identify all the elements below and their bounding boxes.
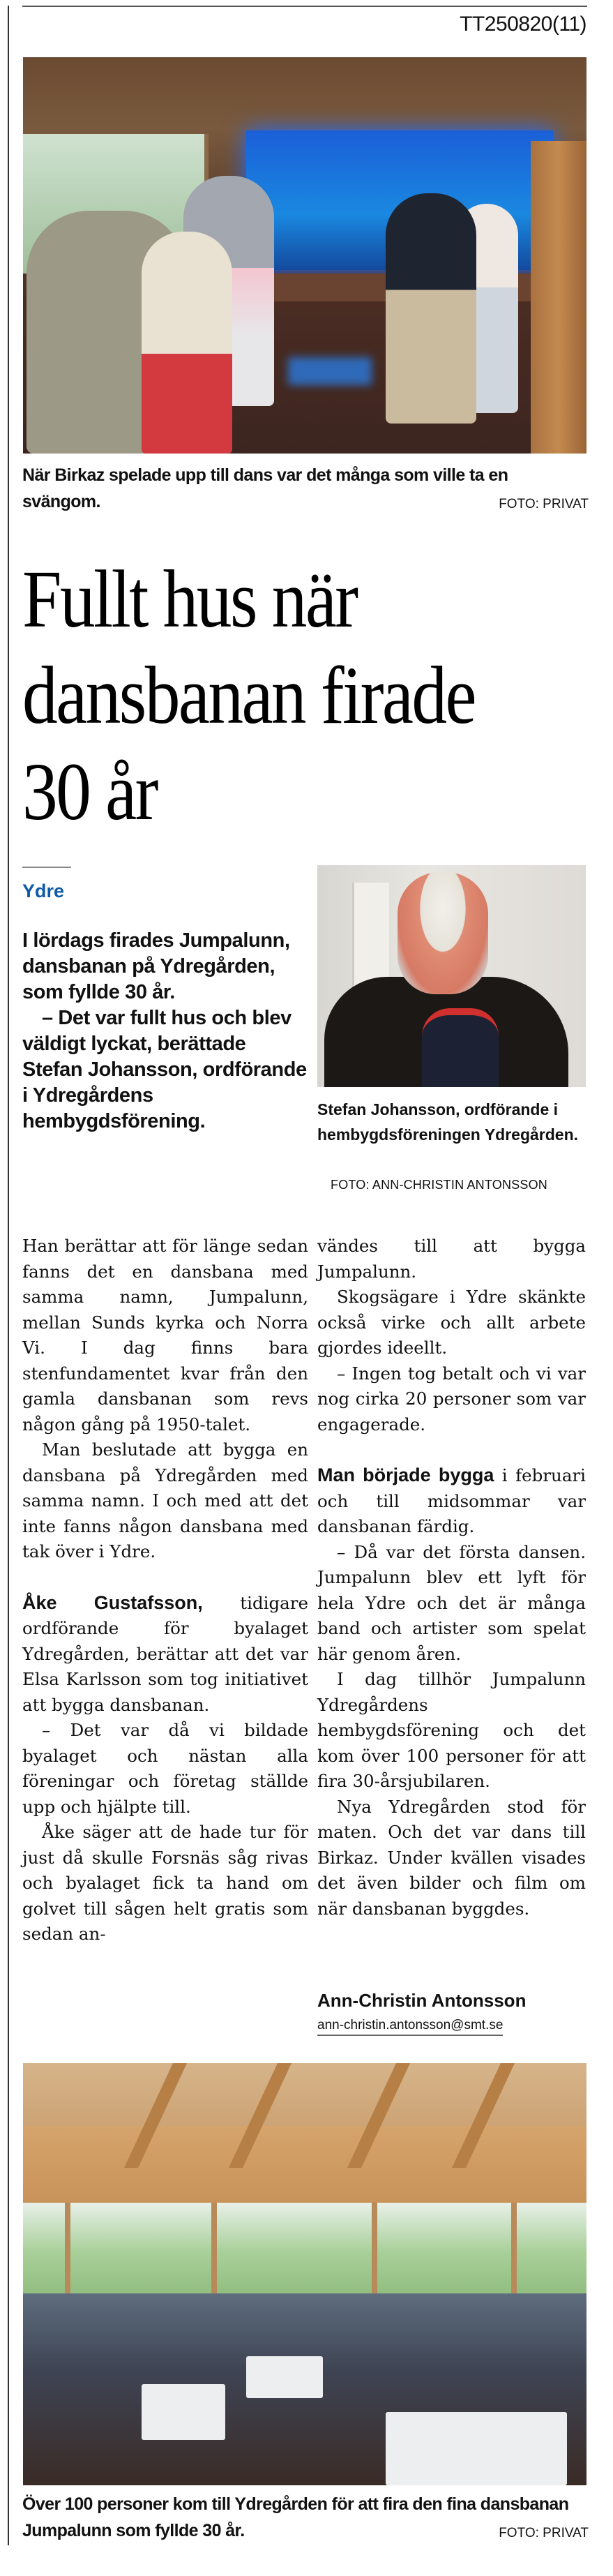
portrait-credit: FOTO: ANN-CHRISTIN ANTONSSON (331, 1178, 547, 1192)
bottom-photo-caption (22, 2491, 589, 2547)
body-column-left (22, 1234, 308, 1947)
paragraph-lead-in: Åke Gustafsson, (22, 1592, 203, 1613)
paragraph-lead-in: Man började bygga (317, 1465, 494, 1485)
party-hall-photo (23, 2063, 586, 2485)
body-paragraph: Åke säger att de hade tur för just då skulle Forsnäs såg rivas och byalaget fick ta hand om golvet till sågen helt gratis som sedan an- (22, 1822, 308, 1944)
lead-quote: – Det var fullt hus och blev väldigt lyckat, berättade Stefan Johansson, ordförande i Ydregårdens hembygdsförening. (22, 1007, 307, 1132)
top-photo-caption (22, 462, 589, 518)
body-paragraph: – Då var det första dansen. Jumpalunn blev ett lyft för hela Ydre och det är många band och artister som spelat här genom åren. (317, 1541, 586, 1664)
photo-wooden-wall (23, 2126, 586, 2203)
portrait-caption: Stefan Johansson, ordförande i hembygdsföreningen Ydregården. (317, 1100, 579, 1144)
photo-table (142, 2384, 225, 2440)
body-paragraph: Skogsägare i Ydre skänkte också virke och allt arbete gjordes ideellt. (317, 1287, 586, 1358)
byline-name: Ann-Christin Antonsson (317, 1990, 527, 2011)
body-paragraph: Man beslutade att bygga en dansbana på Ydregården med samma namn. I och med att det inte fanns någon dansbana med tak över i Ydre. (22, 1439, 308, 1562)
body-paragraph: – Det var då vi bildade byalaget och nästan alla föreningar och företag ställde upp och hjälpte till. (22, 1720, 308, 1817)
headline: Fullt hus när dansbanan firade 30 år (22, 553, 476, 837)
body-paragraph: vändes till att bygga Jumpalunn. (317, 1236, 586, 1282)
body-paragraph: Nya Ydregården stod för maten. Och det var dans till Birkaz. Under kvällen visades det även bilder och film om när dansbanan byggdes. (317, 1796, 586, 1919)
page-reference: TT250820(11) (460, 13, 586, 36)
article-lead (22, 928, 308, 1135)
bottom-photo-caption-text: Över 100 personer kom till Ydregården för att fira den fina dansbanan Jumpalunn som fyllde 30 år. (22, 2494, 569, 2540)
photo-floor-light (288, 357, 372, 385)
top-photo-caption-text: När Birkaz spelade upp till dans var det många som ville ta en svängom. (22, 465, 508, 511)
body-paragraph: Han berättar att för länge sedan fanns det en dansbana med samma namn, Jumpalunn, mellan Sunds kyrka och Norra Vi. I dag finns bara stenfundamentet kvar från den gamla dansbanan som revs någon gång på 1950-talet. (22, 1236, 308, 1435)
byline-email-link[interactable]: ann-christin.antonsson@smt.se (317, 2018, 503, 2036)
body-paragraph: I dag tillhör Jumpalunn Ydregårdens hembygdsförening och det kom över 100 personer för att fira 30-årsjubilaren. (317, 1669, 586, 1791)
left-column-rule (8, 6, 9, 2545)
place-tag: Ydre (22, 881, 65, 901)
photo-wooden-pillar (531, 141, 586, 454)
photo-dancer (386, 193, 476, 424)
photo-face (398, 872, 488, 994)
photo-table (386, 2412, 567, 2485)
portrait-photo (317, 865, 586, 1087)
top-photo-credit: FOTO: PRIVAT (499, 497, 589, 511)
paragraph-text: i februari och till midsommar var dansbanan färdig. (317, 1465, 586, 1536)
photo-dancer (142, 232, 232, 454)
body-paragraph (317, 1462, 586, 1540)
paragraph-text: tidigare ordförande för byalaget Ydregården, berättar att det var Elsa Karlsson som tog initiativet att bygga dansbanan. (22, 1592, 308, 1715)
section-rule (22, 867, 71, 868)
body-paragraph: – Ingen tog betalt och vi var nog cirka 20 personer som var engagerade. (317, 1363, 586, 1435)
photo-shirt (422, 1008, 499, 1087)
lead-paragraph: I lördags firades Jumpalunn, dansbanan på Ydregården, som fyllde 30 år. (22, 929, 290, 1003)
photo-table (246, 2356, 323, 2398)
body-paragraph (22, 1590, 308, 1718)
bottom-photo-credit: FOTO: PRIVAT (499, 2526, 589, 2540)
dance-floor-photo (23, 57, 586, 454)
body-column-right (317, 1234, 586, 1922)
top-rule (22, 6, 587, 7)
